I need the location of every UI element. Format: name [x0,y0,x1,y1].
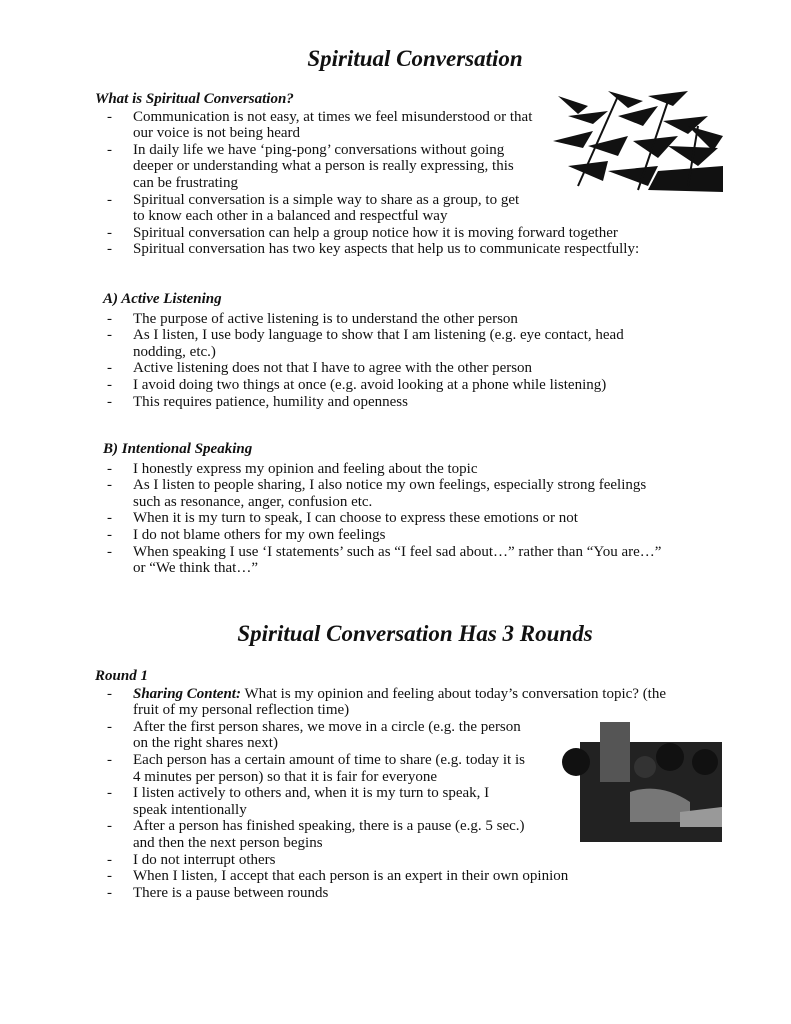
list-item-line: deeper or understanding what a person is really expressing, this [133,158,514,175]
list-item-line: Active listening does not that I have to agree with the other person [133,360,533,377]
section-heading: Round 1 [95,668,148,684]
bullet-dash: - [107,718,112,735]
list-item [95,852,666,869]
list-item-line: nodding, etc.) [133,343,216,360]
list-item-line: Each person has a certain amount of time to share (e.g. today it is [133,751,525,768]
list-item-line: When I listen, I accept that each person is an expert in their own opinion [133,868,569,885]
list-item [95,868,666,885]
section-title-rounds: Spiritual Conversation Has 3 Rounds [237,621,593,646]
list-item-line: on the right shares next) [133,735,278,752]
bullet-dash: - [107,191,112,208]
list-item-line: Spiritual conversation has two key aspects that help us to communicate respectfully: [133,241,640,258]
list-item-line: Spiritual conversation is a simple way to share as a group, to get [133,191,520,208]
bullet-dash: - [107,327,112,344]
bullet-dash: - [107,477,112,494]
page-title: Spiritual Conversation [307,46,523,71]
list-item-line: speak intentionally [133,801,247,818]
list-item-line: As I listen, I use body language to show that I am listening (e.g. eye contact, head [133,327,624,344]
list-item [95,360,624,377]
bullet-dash: - [107,818,112,835]
section-heading: What is Spiritual Conversation? [95,91,294,107]
list-item-line: After the first person shares, we move in a circle (e.g. the person [133,718,521,735]
bullet-dash: - [107,543,112,560]
bullet-dash: - [107,241,112,258]
list-item-line: The purpose of active listening is to understand the other person [133,310,518,327]
bullet-dash: - [107,310,112,327]
list-item-line: When it is my turn to speak, I can choose to express these emotions or not [133,510,578,527]
list-item-line: and then the next person begins [133,834,323,851]
list-item-line: our voice is not being heard [133,125,301,142]
section-active-listening [95,291,624,410]
list-item-line [133,686,666,703]
bullet-dash: - [107,460,112,477]
bullet-dash: - [107,751,112,768]
list-item-line: In daily life we have ‘ping-pong’ conversations without going [133,141,505,158]
list-item-line: such as resonance, anger, confusion etc. [133,493,373,510]
list-item-line: I listen actively to others and, when it is my turn to speak, I [133,785,490,802]
bullet-dash: - [107,526,112,543]
section-heading: A) Active Listening [103,291,222,307]
list-item-line: There is a pause between rounds [133,884,329,901]
list-item [95,311,624,328]
section-intentional-speaking [95,441,661,577]
group-photo [560,722,722,842]
list-item [95,686,666,719]
bullet-dash: - [107,360,112,377]
bullet-dash: - [107,510,112,527]
list-item-line: This requires patience, humility and openness [133,393,408,410]
list-item-line: can be frustrating [133,174,238,191]
list-item-line: I do not blame others for my own feelings [133,526,386,543]
list-item-line: or “We think that…” [133,560,259,577]
bullet-dash: - [107,108,112,125]
list-item-line: to know each other in a balanced and respectful way [133,208,448,225]
list-item-line: I honestly express my opinion and feeling about the topic [133,460,478,477]
list-item-line: I avoid doing two things at once (e.g. avoid looking at a phone while listening) [133,376,607,393]
section-heading: B) Intentional Speaking [103,441,253,457]
list-item-line: Spiritual conversation can help a group notice how it is moving forward together [133,224,618,241]
bullet-dash: - [107,224,112,241]
bullet-dash: - [107,393,112,410]
bullet-dash: - [107,884,112,901]
list-item [95,241,639,258]
list-item [95,885,666,902]
list-item [95,527,661,544]
list-item [95,192,639,225]
bullet-dash: - [107,376,112,393]
list-item [95,461,661,478]
list-item-line: fruit of my personal reflection time) [133,702,350,719]
bullet-dash: - [107,851,112,868]
list-item-line: When speaking I use ‘I statements’ such as “I feel sad about…” rather than “You are…” [133,543,662,560]
list-item [95,377,624,394]
bullet-dash: - [107,785,112,802]
list-item-line: Communication is not easy, at times we feel misunderstood or that [133,108,533,125]
list-item [95,510,661,527]
list-item [95,544,661,577]
list-item-text: What is my opinion and feeling about today’s conversation topic? (the [240,685,667,702]
bullet-dash: - [107,685,112,702]
bamboo-plant-illustration [548,86,723,192]
list-item-lead: Sharing Content: [133,685,241,702]
bullet-dash: - [107,141,112,158]
list-item-line: As I listen to people sharing, I also notice my own feelings, especially strong feelings [133,477,647,494]
bullet-dash: - [107,868,112,885]
list-item [95,327,624,360]
list-item-line: After a person has finished speaking, there is a pause (e.g. 5 sec.) [133,818,525,835]
list-item-line: 4 minutes per person) so that it is fair for everyone [133,768,438,785]
list-item-line: I do not interrupt others [133,851,276,868]
list-item [95,394,624,411]
list-item [95,225,639,242]
list-item [95,477,661,510]
